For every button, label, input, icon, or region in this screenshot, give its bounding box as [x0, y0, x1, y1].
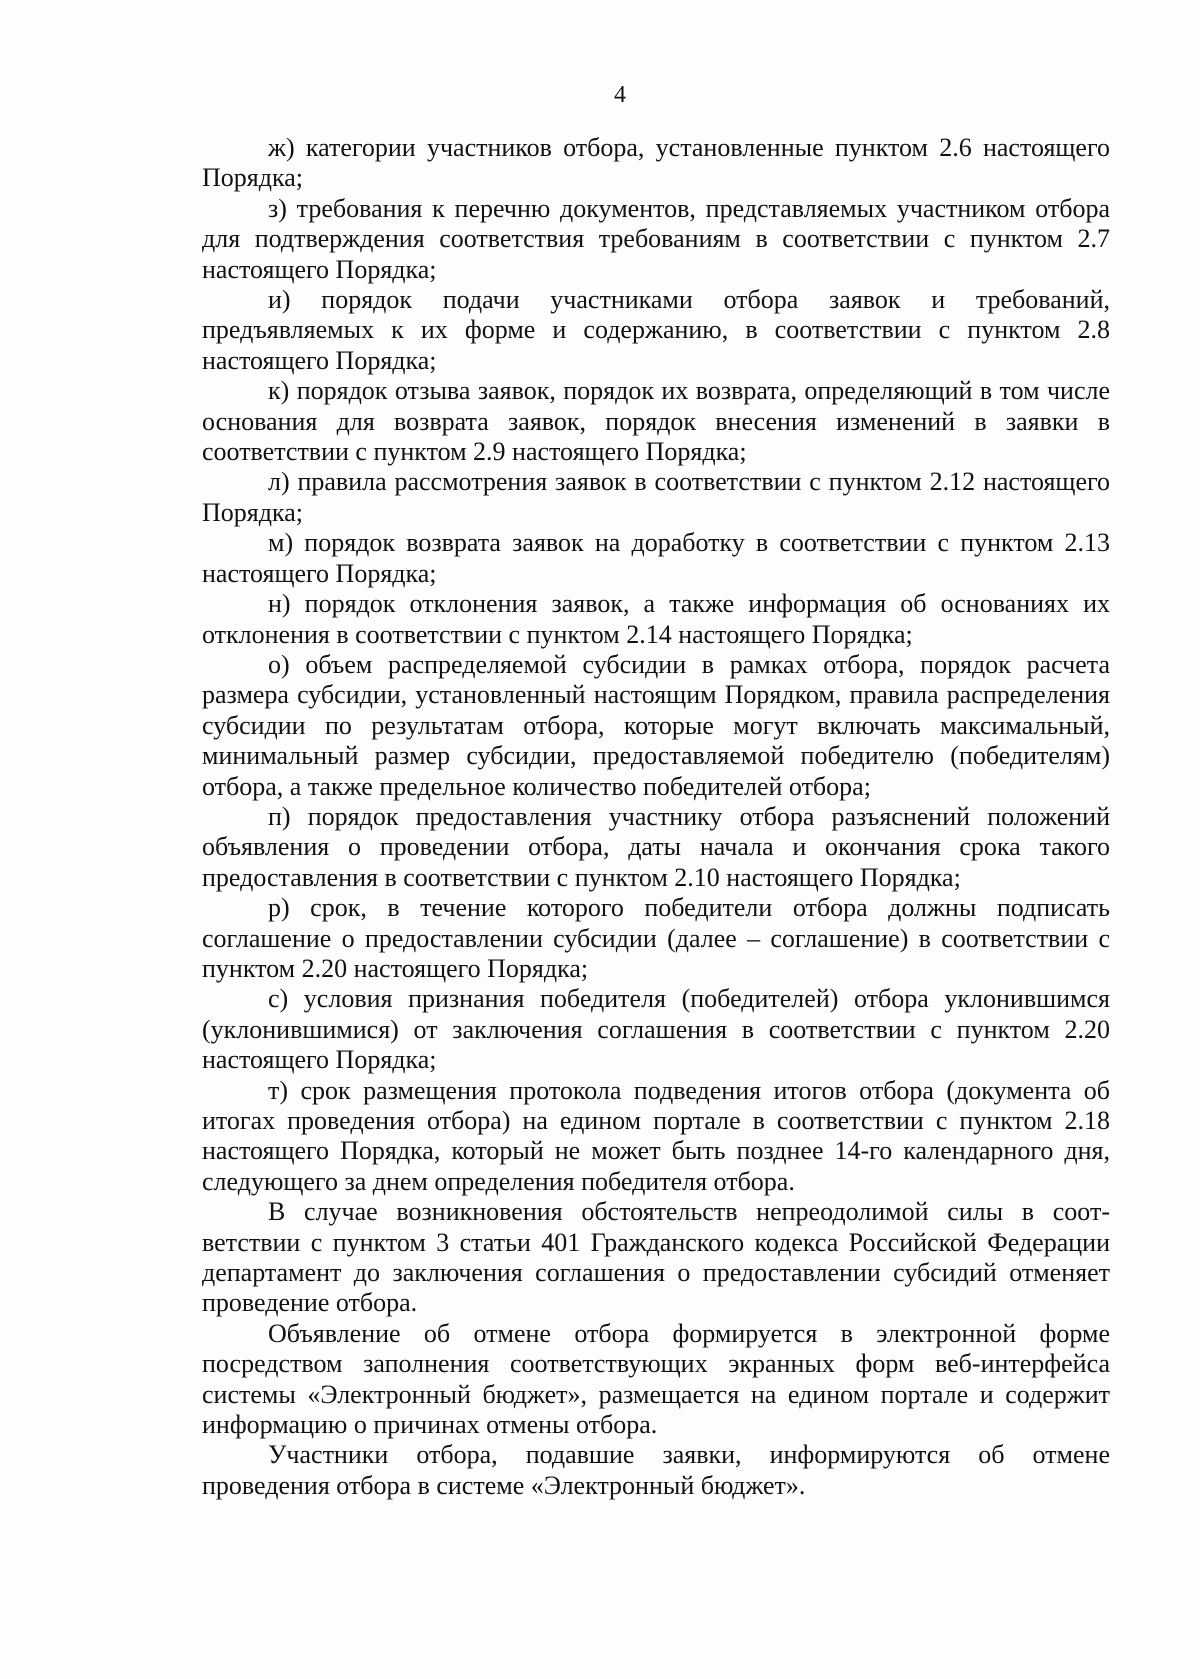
paragraph-force-majeure: В случае возникновения обстоятельств непреодолимой силы в соответствии с пунктом 3 статьи 401 Гражданского кодекса Российской Федерации департамент до заключения соглашения о предоставлении субсидий отменяет проведение отбора. — [202, 1197, 1110, 1318]
paragraph-m: м) порядок возврата заявок на доработку в соответствии с пунктом 2.13 настоящего Порядка; — [202, 528, 1110, 588]
paragraph-n: н) порядок отклонения заявок, а также информация об основаниях их отклонения в соответствии с пунктом 2.14 настоящего Порядка; — [202, 589, 1110, 649]
paragraph-s: с) условия признания победителя (победителей) отбора уклонившимся (уклонившимися) от заключения соглашения в соответствии с пунктом 2.20 настоящего Порядка; — [202, 984, 1110, 1075]
document-body — [202, 133, 1110, 1501]
paragraph-p: п) порядок предоставления участнику отбора разъяснений положений объявления о проведении отбора, даты начала и окончания срока такого предоставления в соответствии с пунктом 2.10 настоящего Порядка; — [202, 801, 1110, 892]
paragraph-z: з) требования к перечню документов, представляемых участником отбора для подтверждения соответствия требованиям в соответствии с пунктом 2.7 настоящего Порядка; — [202, 193, 1110, 284]
page-number: 4 — [614, 82, 626, 108]
paragraph-cancellation-notice: Объявление об отмене отбора формируется в электронной форме посредством заполнения соответствующих экранных форм веб-интерфейса системы «Электронный бюджет», размещается на едином портале и содержит информацию о причинах отмены отбора. — [202, 1318, 1110, 1440]
paragraph-zh: ж) категории участников отбора, установленные пунктом 2.6 настоящего Порядка; — [202, 133, 1110, 193]
paragraph-k: к) порядок отзыва заявок, порядок их возврата, определяющий в том числе основания для возврата заявок, порядок внесения изменений в заявки в соответствии с пунктом 2.9 настоящего Порядка; — [202, 376, 1110, 467]
paragraph-r: р) срок, в течение которого победители отбора должны подписать соглашение о предоставлении субсидии (далее – соглашение) в соответствии с пунктом 2.20 настоящего Порядка; — [202, 893, 1110, 983]
paragraph-t: т) срок размещения протокола подведения итогов отбора (документа об итогах проведения отбора) на едином портале в соответствии с пунктом 2.18 настоящего Порядка, который не может быть позднее 14-го календарного дня, следующего за днем определения победителя отбора. — [202, 1075, 1110, 1196]
paragraph-l: л) правила рассмотрения заявок в соответствии с пунктом 2.12 настоящего Порядка; — [202, 467, 1110, 527]
paragraph-participants-informed: Участники отбора, подавшие заявки, информируются об отмене проведения отбора в системе «Электронный бюджет». — [202, 1440, 1110, 1500]
paragraph-o: о) объем распределяемой субсидии в рамках отбора, порядок расчета размера субсидии, установленный настоящим Порядком, правила распределения субсидии по результатам отбора, которые могут включать максимальный, минимальный размер субсидии, предоставляемой победителю (победителям) отбора, а также предельное количество победителей отбора; — [202, 649, 1110, 801]
paragraph-i: и) порядок подачи участниками отбора заявок и требований, предъявляемых к их форме и содержанию, в соответствии с пунктом 2.8 настоящего Порядка; — [202, 285, 1110, 375]
